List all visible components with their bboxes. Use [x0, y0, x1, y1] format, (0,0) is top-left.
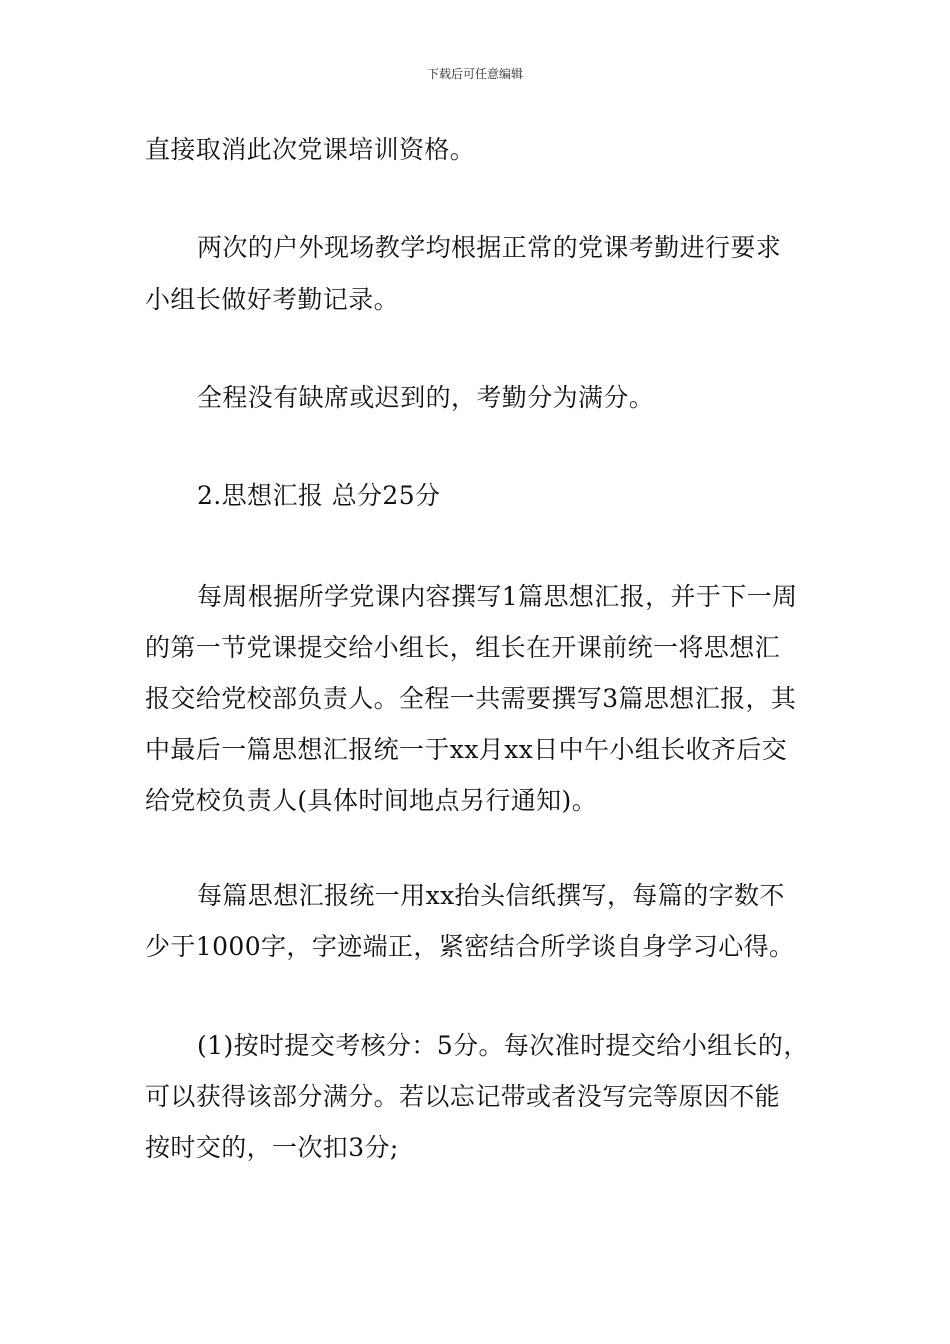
paragraph-line: 可以获得该部分满分。若以忘记带或者没写完等原因不能	[145, 1082, 781, 1111]
paragraph-line: (1)按时提交考核分：5分。每次准时提交给小组长的，	[197, 1031, 809, 1060]
paragraph-line: 按时交的，一次扣3分;	[145, 1133, 399, 1162]
paragraph-line: 少于1000字，字迹端正，紧密结合所学谈自身学习心得。	[145, 932, 795, 961]
paragraph-line: 全程没有缺席或迟到的，考勤分为满分。	[197, 383, 655, 412]
paragraph-line: 每周根据所学党课内容撰写1篇思想汇报，并于下一周	[197, 582, 798, 611]
paragraph-line: 直接取消此次党课培训资格。	[145, 135, 476, 164]
page-header: 下载后可任意编辑	[426, 67, 523, 81]
paragraph-line: 给党校负责人(具体时间地点另行通知)。	[145, 786, 598, 815]
paragraph-line: 的第一节党课提交给小组长，组长在开课前统一将思想汇	[145, 633, 781, 662]
paragraph-line: 中最后一篇思想汇报统一于xx月xx日中午小组长收齐后交	[145, 735, 788, 764]
paragraph-line: 小组长做好考勤记录。	[145, 285, 400, 314]
paragraph-line: 报交给党校部负责人。全程一共需要撰写3篇思想汇报，其	[145, 684, 797, 713]
paragraph-line: 两次的户外现场教学均根据正常的党课考勤进行要求	[197, 233, 782, 262]
paragraph-line: 每篇思想汇报统一用xx抬头信纸撰写，每篇的字数不	[197, 881, 785, 910]
section-heading: 2.思想汇报 总分25分	[197, 481, 441, 510]
